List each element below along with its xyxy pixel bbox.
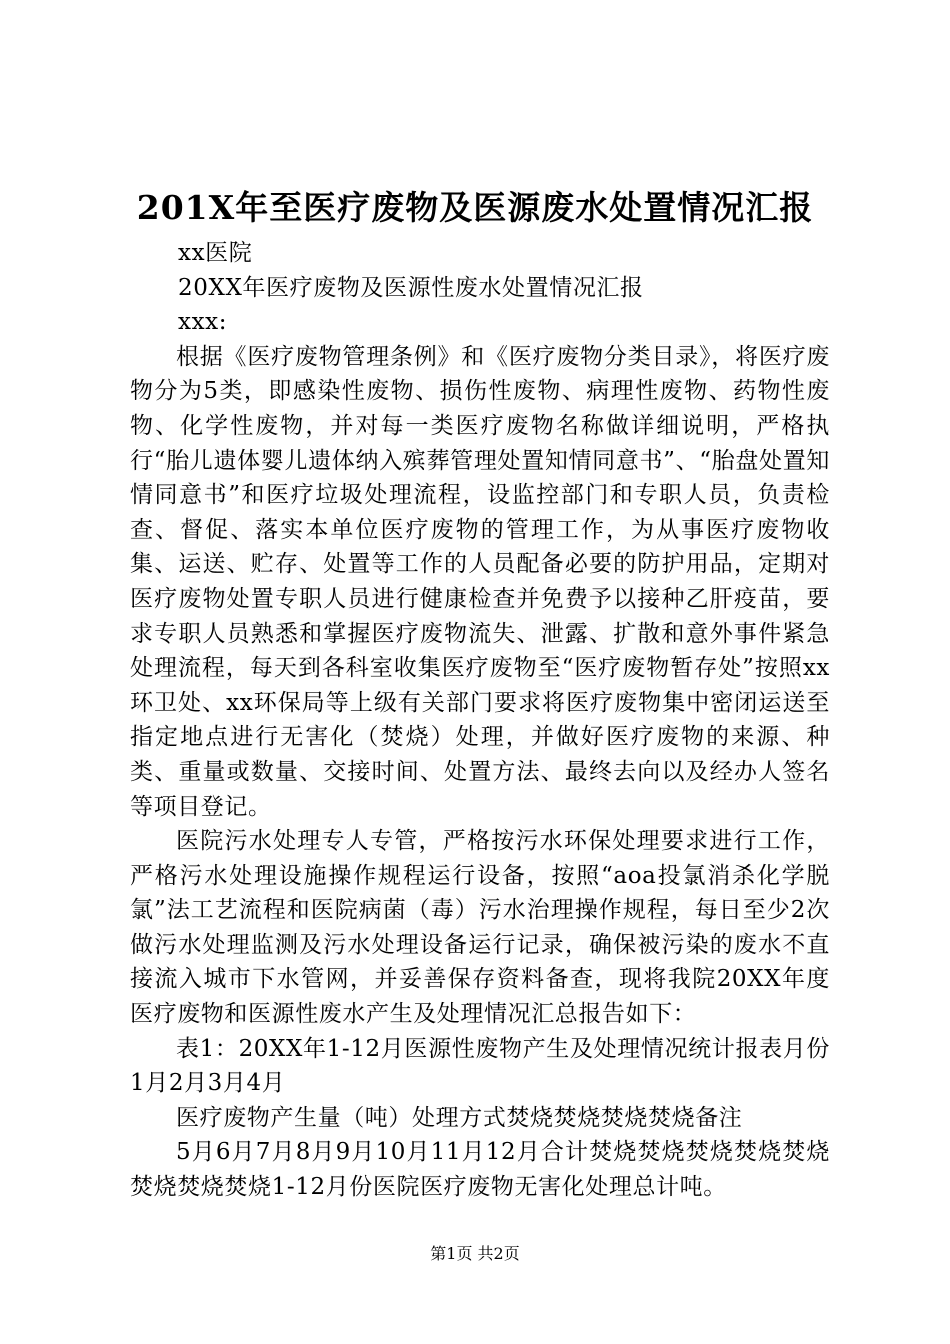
header-line-hospital: xx医院 (178, 240, 253, 266)
header-line-recipient: xxx: (178, 309, 228, 336)
paragraph-wastewater: 医院污水处理专人专管，严格按污水环保处理要求进行工作，严格污水处理设施操作规程运行设备，按照“aoa投氯消杀化学脱氯”法工艺流程和医院病菌（毒）污水治理操作规程，每日至少2次做污水处理监测及污水处理设备运行记录，确保被污染的废水不直接流入城市下水管网，并妥善保存资料备查，现将我院20XX年度医疗废物和医源性废水产生及处理情况汇总报告如下： (130, 828, 830, 1028)
header-line-subject: 20XX年医疗废物及医源性废水处置情况汇报 (178, 274, 644, 301)
paragraph-table-summary: 5月6月7月8月9月10月11月12月合计焚烧焚烧焚烧焚烧焚烧焚烧焚烧焚烧1-12月份医院医疗废物无害化处理总计吨。 (130, 1139, 830, 1201)
paragraph-table-caption: 表1：20XX年1-12月医源性废物产生及处理情况统计报表月份1月2月3月4月 (130, 1035, 830, 1097)
document-title: 201X年至医疗废物及医源废水处置情况汇报 (136, 188, 814, 227)
document-body (130, 236, 830, 1205)
page-number-footer: 第1页 共2页 (430, 1244, 520, 1263)
paragraph-table-row: 医疗废物产生量（吨）处理方式焚烧焚烧焚烧焚烧备注 (176, 1104, 743, 1131)
paragraph-medical-waste: 根据《医疗废物管理条例》和《医疗废物分类目录》，将医疗废物分为5类，即感染性废物、损伤性废物、病理性废物、药物性废物、化学性废物，并对每一类医疗废物名称做详细说明，严格执行“胎儿遗体婴儿遗体纳入殡葬管理处置知情同意书”、“胎盘处置知情同意书”和医疗垃圾处理流程，设监控部门和专职人员，负责检查、督促、落实本单位医疗废物的管理工作，为从事医疗废物收集、运送、贮存、处置等工作的人员配备必要的防护用品，定期对医疗废物处置专职人员进行健康检查并免费予以接种乙肝疫苗，要求专职人员熟悉和掌握医疗废物流失、泄露、扩散和意外事件紧急处理流程，每天到各科室收集医疗废物至“医疗废物暂存处”按照xx环卫处、xx环保局等上级有关部门要求将医疗废物集中密闭运送至指定地点进行无害化（焚烧）处理，并做好医疗废物的来源、种类、重量或数量、交接时间、处置方法、最终去向以及经办人签名等项目登记。 (130, 343, 830, 820)
